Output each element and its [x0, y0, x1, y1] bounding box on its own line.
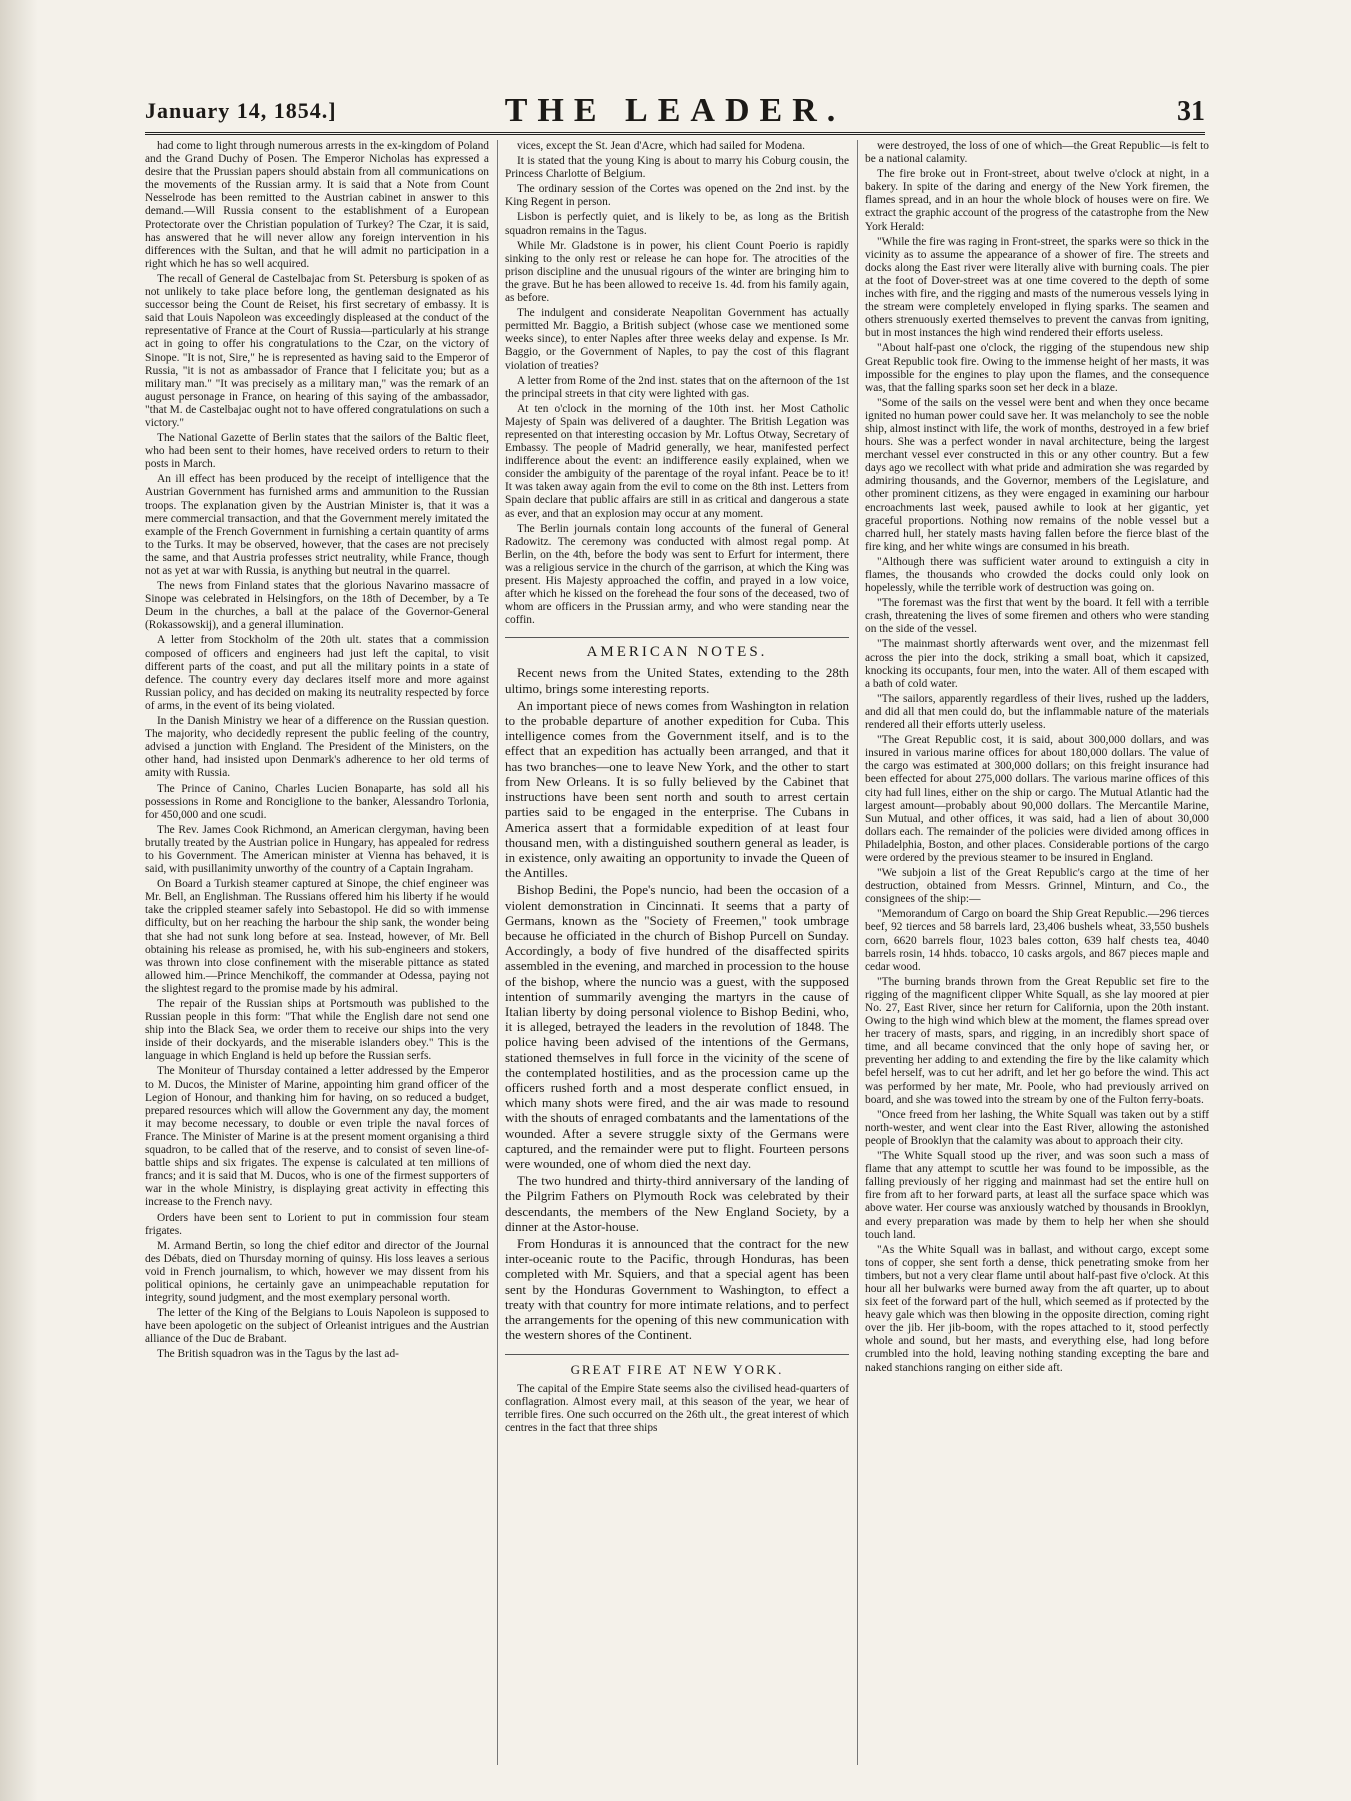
article-paragraph: "The mainmast shortly afterwards went over, and the mizenmast fell across the pier into the dock, striking a small boat, which it capsized, knocking its occupants, four men, into the water. All of them escaped with a bath of cold water. [865, 638, 1209, 690]
article-paragraph: The Rev. James Cook Richmond, an American clergyman, having been brutally treated by the Austrian police in Hungary, has appealed for redress to his Government. The American minister at Vienna has behaved, it is said, with pusillanimity unworthy of the country of a Captain Ingraham. [145, 823, 489, 876]
article-paragraph: M. Armand Bertin, so long the chief editor and director of the Journal des Débats, died on Thursday morning of quinsy. His loss leaves a serious void in French journalism, to which, however we may dissent from his political opinions, he certainly gave an unimpeachable reputation for integrity, sound judgment, and the most exemplary personal worth. [145, 1239, 489, 1305]
article-paragraph: The fire broke out in Front-street, about twelve o'clock at night, in a bakery. In spite of the daring and energy of the New York firemen, the flames spread, and in an hour the whole block of houses were on fire. We extract the graphic account of the progress of the catastrophe from the New York Herald: [865, 168, 1209, 233]
article-paragraph: The Prince of Canino, Charles Lucien Bonaparte, has sold all his possessions in Rome and Ronciglione to the banker, Alessandro Torlonia, for 450,000 and one scudi. [145, 782, 489, 821]
article-paragraph: A letter from Rome of the 2nd inst. states that on the afternoon of the 1st the principal streets in that city were lighted with gas. [505, 374, 849, 400]
binding-gutter [0, 0, 38, 1801]
article-paragraph: The recall of General de Castelbajac from St. Petersburg is spoken of as not unlikely to take place before long, the gentleman designated as his successor being the Count de Reiset, his first secretary of embassy. It is said that Louis Napoleon was exceedingly displeased at the conduct of the representative of France at the Court of Russia—particularly at his strange act in going to offer his congratulations to the Czar, on the victory of Sinope. "It is not, Sire," he is represented as having said to the Emperor of Russia, "it is not as ambassador of France that I felicitate you; but as a military man." "It was precisely as a military man," was the remark of an august personage in France, on hearing of this saying of the ambassador, "that M. de Castelbajac ought not to have offered congratulations on such a victory." [145, 272, 489, 429]
article-paragraph: The repair of the Russian ships at Portsmouth was published to the Russian people in this form: "That while the English dare not send one ship into the Black Sea, we order them to receive our ships into the very inside of their dockyards, and the miserable islanders obey." This is the language in which England is held up before the Russian serfs. [145, 998, 489, 1063]
article-paragraph: "The burning brands thrown from the Great Republic set fire to the rigging of the magnificent clipper White Squall, as she lay moored at pier No. 27, East River, since her return for California, upon the 20th instant. Owing to the high wind which blew at the moment, the flames spread over her tracery of masts, spars, and rigging, in an incredibly short space of time, and all became convinced that the only hope of saving her, or preventing her adding to and extending the fire by the like calamity which befel herself, was to cut her adrift, and let her go before the wind. This act was performed by her mate, Mr. Poole, who had previously arrived on board, and she was towed into the stream by one of the Fulton ferry-boats. [865, 975, 1209, 1106]
article-paragraph: "Memorandum of Cargo on board the Ship Great Republic.—296 tierces beef, 92 tierces and 58 barrels lard, 23,406 bushels wheat, 33,550 bushels corn, 6620 barrels flour, 1023 bales cotton, 639 half chests tea, 4040 barrels rosin, 14 hhds. tobacco, 10 casks argols, and 867 pieces maple and cedar wood. [865, 908, 1209, 973]
article-paragraph: Lisbon is perfectly quiet, and is likely to be, as long as the British squadron remains in the Tagus. [505, 211, 849, 237]
great-fire-intro: The capital of the Empire State seems also the civilised head-quarters of conflagration. Almost every mail, at this season of the year, we hear of terrible fires. One such occurred on the 26th ult., the great interest of which centres in the fact that three ships [505, 1382, 849, 1434]
article-paragraph: were destroyed, the loss of one of which—the Great Republic—is felt to be a national calamity. [865, 140, 1209, 166]
article-paragraph: The Moniteur of Thursday contained a letter addressed by the Emperor to M. Ducos, the Minister of Marine, appointing him grand officer of the Legion of Honour, and thanking him for having, on so reduced a budget, prepared resources which will allow the Government any day, the moment it may become necessary, to double or even triple the naval forces of France. The Minister of Marine is at the present moment organising a third squadron, to be called that of the reserve, and to consist of seven line-of-battle ships and six frigates. The expense is calculated at ten millions of francs; and it is said that M. Ducos, who is one of the firmest supporters of war in the whole Ministry, is displaying great activity in effecting this increase to the French navy. [145, 1065, 489, 1209]
article-paragraph: "The White Squall stood up the river, and was soon such a mass of flame that any attempt to scuttle her was found to be impossible, as the falling previously of her rigging and mainmast had set the entire hull on fire from aft to her forward parts, at least all the surface space which was above water. Her course was anxiously watched by thousands in Brooklyn, and every preparation was made by them to help her when she should touch land. [865, 1150, 1209, 1241]
article-paragraph: On Board a Turkish steamer captured at Sinope, the chief engineer was Mr. Bell, an Englishman. The Russians offered him his liberty if he would take the crippled steamer safely into Sebastopol. He did so with immense difficulty, but on her reaching the harbour the ship sank, the wonder being that she had not sunk long before at sea. Instead, however, of Mr. Bell obtaining his release as promised, he, with his sub-engineers and stokers, was thrown into close confinement with the miserable pittance as stated allowed him.—Prince Menchikoff, the commander at Odessa, paying not the slightest regard to the promise made by his admiral. [145, 878, 489, 995]
article-paragraph: The National Gazette of Berlin states that the sailors of the Baltic fleet, who had been sent to their homes, have received orders to return to their posts in March. [145, 432, 489, 471]
article-paragraph: "Some of the sails on the vessel were bent and when they once became ignited no human power could save her. It was melancholy to see the noble ship, almost instinct with life, the work of months, destroyed in a few brief hours. She was a perfect wonder in naval architecture, being the largest merchant vessel ever constructed in this or any other country. But a few days ago we recollect with what pride and admiration she was regarded by admiring thousands, and the Governor, members of the Legislature, and other prominent citizens, as they were engaged in examining our harbour encroachments last week, paused awhile to look at her gigantic, yet graceful proportions. Nothing now remains of the noble vessel but a charred hull, her stately masts having fallen before the fierce blast of the fire king, and her white wings are consumed in his breath. [865, 396, 1209, 553]
article-paragraph: The indulgent and considerate Neapolitan Government has actually permitted Mr. Baggio, a British subject (whose case we mentioned some weeks since), to enter Naples after three weeks delay and expense. Is Mr. Baggio, or the Government of Naples, to pay the cost of this flagrant violation of treaties? [505, 307, 849, 372]
article-paragraph: The two hundred and thirty-third anniversary of the landing of the Pilgrim Fathers on Plymouth Rock was celebrated by their descendants, the members of the New England Society, by a dinner at the Astor-house. [505, 1173, 849, 1234]
article-paragraph: While Mr. Gladstone is in power, his client Count Poerio is rapidly sinking to the only rest or release he can hope for. The atrocities of the prison discipline and the unusual rigours of the winter are bringing him to the grave. But he has been allowed to receive 1s. 4d. from his family again, as before. [505, 239, 849, 305]
article-paragraph: The ordinary session of the Cortes was opened on the 2nd inst. by the King Regent in person. [505, 183, 849, 209]
continental-news [505, 140, 849, 627]
article-paragraph: "Once freed from her lashing, the White Squall was taken out by a stiff north-wester, and went clear into the East River, allowing the astonished people of Brooklyn that the calamity was about to approach their city. [865, 1108, 1209, 1147]
article-paragraph: "About half-past one o'clock, the rigging of the stupendous new ship Great Republic took fire. Owing to the immense height of her masts, it was impossible for the engines to play upon the flames, and the consequence was, that the falling sparks soon set her deck in a blaze. [865, 342, 1209, 394]
article-paragraph: The British squadron was in the Tagus by the last ad- [157, 1348, 399, 1361]
article-paragraph: "The foremast was the first that went by the board. It fell with a terrible crash, threatening the lives of some firemen and others who were standing on the side of the vessel. [865, 597, 1209, 636]
article-paragraph: "The sailors, apparently regardless of their lives, rushed up the ladders, and did all that men could do, but the inflammable nature of the materials rendered all their efforts utterly useless. [865, 692, 1209, 732]
article-columns [145, 140, 1210, 1765]
page-header [145, 92, 1205, 135]
great-fire-section [505, 1354, 849, 1434]
article-paragraph: A letter from Stockholm of the 20th ult. states that a commission composed of officers and engineers had just left the capital, to visit different parts of the coast, and put all the military points in a state of defence. The country every day declares itself more and more against Russian policy, and has decided on making its neutrality respected by force of arms, in the event of its being violated. [145, 634, 489, 712]
article-paragraph: Bishop Bedini, the Pope's nuncio, had been the occasion of a violent demonstration in Cincinnati. It seems that a party of Germans, known as the "Society of Freemen," took umbrage because he officiated in the church of Bishop Purcell on Sunday. Accordingly, a body of five hundred of the disaffected spirits assembled in the evening, and marched in procession to the house of the bishop, where the nuncio was a guest, with the supposed intention of summarily avenging the martyrs in the cause of Italian liberty by doing personal violence to Bishop Bedini, who, it is alleged, betrayed the leaders in the revolution of 1848. The police having been advised of the intentions of the Germans, stationed themselves in full force in the vicinity of the scene of the contemplated hostilities, and as the procession came up the officers rushed forth and a most desperate conflict ensued, in which many shots were fired, and the air was made to resound with the shouts of enraged combatants and the lamentations of the wounded. After a severe struggle sixty of the Germans were captured, and the remainder were put to flight. Fourteen persons were wounded, one of whom died the next day. [505, 882, 849, 1171]
article-paragraph: It is stated that the young King is about to marry his Coburg cousin, the Princess Charlotte of Belgium. [505, 155, 849, 181]
american-notes-heading: AMERICAN NOTES. [505, 637, 849, 659]
article-paragraph: "As the White Squall was in ballast, and without cargo, except some tons of copper, she sent forth a dense, thick penetrating smoke from her timbers, but not a very clear flame until about half-past five o'clock. At this hour all her bulwarks were burned away from the aft quarter, up to about six feet of the forward part of the hull, which seemed as if protected by the heavy gale which was then blowing in the opposite direction, coming right over the jib. Her jib-boom, with the ropes attached to it, stood perfectly whole and sound, but her masts, and everything else, had long before crumbled into the hold, leaving nothing standing excepting the bare and naked stanchions ranging on either side aft. [865, 1243, 1209, 1374]
article-paragraph: "We subjoin a list of the Great Republic's cargo at the time of her destruction, obtained from Messrs. Grinnel, Minturn, and Co., the consignees of the ship:— [865, 867, 1209, 906]
article-paragraph: "The Great Republic cost, it is said, about 300,000 dollars, and was insured in various marine offices for about 180,000 dollars. The value of the cargo was estimated at 300,000 dollars; on this freight insurance had been effected for about 275,000 dollars. The various marine offices of this city had full lines, either on the ship or cargo. The Mutual Atlantic had the largest amount—probably about 90,000 dollars. The Mercantile Marine, Sun Mutual, and other offices, it was said, had a lien of about 30,000 dollars each. The remainder of the policies were divided among offices in Philadelphia, Boston, and other places. Considerable portions of the cargo were ordered by the previous steamer to be insured in England. [865, 734, 1209, 864]
great-fire-heading: GREAT FIRE AT NEW YORK. [505, 1354, 849, 1376]
article-paragraph: "While the fire was raging in Front-street, the sparks were so thick in the vicinity as to assume the appearance of a shower of fire. The streets and docks along the East river were literally alive with burning coals. The pier at the foot of Dover-street was at one time covered to the depth of some inches with fire, and the rigging and masts of the numerous vessels lying in the stream were completely enveloped in flying sparks. The seamen and others strenuously exerted themselves to prevent the canvas from igniting, but in most instances the high wind rendered their efforts useless. [865, 235, 1209, 340]
article-paragraph: had come to light through numerous arrests in the ex-kingdom of Poland and the Grand Duchy of Posen. The Emperor Nicholas has expressed a desire that the Prussian papers should abstain from all communications on the movements of the Russian army. It is said that a Note from Count Nesselrode has been remitted to the Austrian cabinet in answer to this demand.—Will Russia consent to the establishment of a European Protectorate over the Christian population of Turkey? The Czar, it is said, has answered that he will never allow any foreign intervention in his differences with the Sultan, and that he will admit no participation in a right which he has so well acquired. [145, 140, 489, 270]
column-1 [145, 140, 489, 1765]
article-paragraph: An ill effect has been produced by the receipt of intelligence that the Austrian Government has furnished arms and ammunition to the Russian troops. The explanation given by the Austrian Minister is, that it was a mere commercial transaction, and that the Government merely imitated the example of the French Government in furnishing a certain quantity of arms to the Turks. It may be observed, however, that the cases are not precisely the same, and that Austria professes strict neutrality, while France, though not as yet at war with Russia, is anything but neutral in the quarrel. [145, 473, 489, 577]
article-paragraph: An important piece of news comes from Washington in relation to the probable departure of another expedition for Cuba. This intelligence comes from the Government itself, and is to the effect that an expedition has actually been arranged, and that it has two branches—one to leave New York, and the other to start from New Orleans. It is so fully believed by the Cabinet that instructions have been sent north and south to arrest certain parties said to be engaged in the enterprise. The Cubans in America assert that a formidable expedition of at least four thousand men, with a distinguished southern general as leader, is in existence, only awaiting an opportunity to invade the Queen of the Antilles. [505, 697, 849, 881]
column-3 [865, 140, 1209, 1765]
article-paragraph: The news from Finland states that the glorious Navarino massacre of Sinope was celebrated in Helsingfors, on the 18th of December, by a Te Deum in the churches, a ball at the palace of the Governor-General (Rokassowskij), and a general illumination. [145, 580, 489, 632]
issue-date: January 14, 1854.] [145, 98, 337, 123]
article-paragraph: "Although there was sufficient water around to extinguish a city in flames, the thousands who crowded the docks could only look on hopelessly, while the terrible work of destruction was going on. [865, 555, 1209, 595]
page-number: 31 [1177, 96, 1205, 127]
article-paragraph: In the Danish Ministry we hear of a difference on the Russian question. The majority, who decidedly represent the public feeling of the country, advised a junction with England. The President of the Ministers, on the other hand, had insisted upon Denmark's adherence to her old terms of amity with Russia. [145, 715, 489, 780]
article-paragraph: The Berlin journals contain long accounts of the funeral of General Radowitz. The ceremony was conducted with almost regal pomp. At Berlin, on the 4th, before the body was sent to Erfurt for interment, there was a religious service in the church of the garrison, at which the King was present. His Majesty approached the coffin, and prayed in a low voice, after which he kissed on the forehead the four sons of the deceased, two of whom are officers in the Prussian army, and who were standing near the coffin. [505, 522, 849, 627]
article-paragraph: From Honduras it is announced that the contract for the new inter-oceanic route to the Pacific, through Honduras, has been completed with Mr. Squiers, and that a special agent has been sent by the Honduras Government to Washington, to effect a treaty with that country for more intimate relations, and to perfect the arrangements for the opening of this new communication with the western shores of the Continent. [505, 1235, 849, 1343]
article-paragraph: The letter of the King of the Belgians to Louis Napoleon is supposed to have been apologetic on the subject of Orleanist intrigues and the Austrian alliance of the Duc de Brabant. [145, 1307, 489, 1346]
article-paragraph: Orders have been sent to Lorient to put in commission four steam frigates. [145, 1211, 489, 1237]
american-notes-section [505, 637, 849, 1342]
masthead-title: THE LEADER. [504, 92, 846, 129]
article-paragraph: At ten o'clock in the morning of the 10th inst. her Most Catholic Majesty of Spain was delivered of a daughter. The British Legation was represented on that interesting occasion by Mr. Loftus Otway, Secretary of Embassy. The people of Madrid generally, we hear, manifested perfect indifference about the event: an indifference easily explained, when we consider the ambiguity of the parentage of the royal infant. Peace be to it! It was taken away again from the evil to come on the 8th inst. Letters from Spain declare that public affairs are still in as critical and dangerous a state as ever, and that an explosion may occur at any moment. [505, 402, 849, 520]
column-2 [505, 140, 849, 1765]
column-rule [857, 140, 858, 1765]
article-paragraph: vices, except the St. Jean d'Acre, which had sailed for Modena. [517, 140, 805, 152]
column-rule [497, 140, 498, 1765]
article-paragraph: Recent news from the United States, extending to the 28th ultimo, brings some interesting reports. [505, 665, 849, 696]
